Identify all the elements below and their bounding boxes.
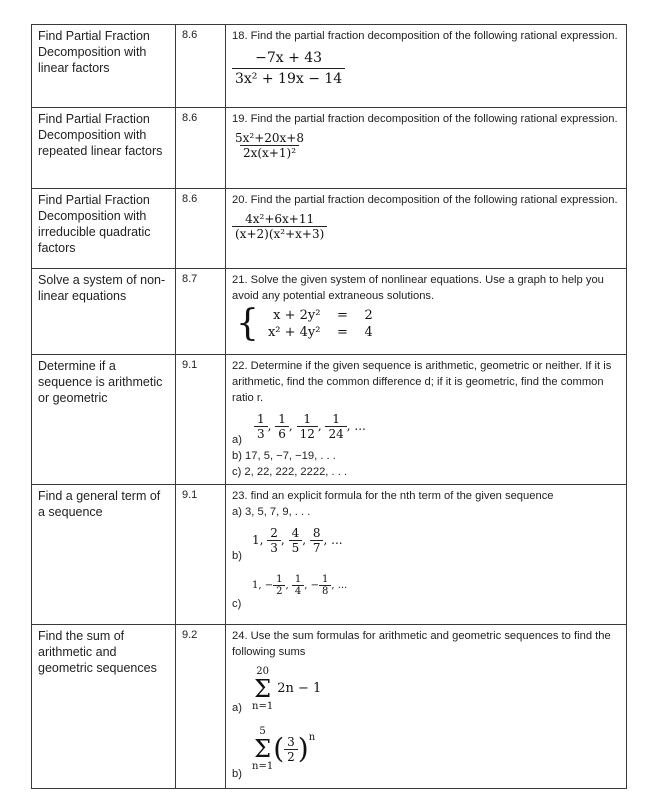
upper-limit: 5: [259, 726, 266, 737]
term-numerator: 8: [312, 526, 321, 540]
term-denominator: 7: [310, 540, 324, 555]
part-c-label: c): [232, 598, 242, 610]
left-paren: (: [273, 732, 285, 765]
part-a-label: a): [232, 434, 242, 446]
term-denominator: 8: [319, 585, 331, 597]
problem-text: 20. Find the partial fraction decomposition of the following rational expression.: [232, 194, 618, 206]
table-row: [32, 485, 627, 625]
problem-text: 24. Use the sum formulas for arithmetic and geometric sequences to find the following sums: [232, 630, 611, 658]
ellipsis: ...: [337, 580, 348, 591]
equation-1-lhs: x + 2y²: [273, 308, 321, 323]
equals-sign: =: [337, 325, 348, 340]
table-row: [32, 25, 627, 108]
term-numerator: 2: [270, 526, 278, 540]
sigma-icon: Σ: [254, 735, 272, 763]
sequence-a: $\frac{1}{3}$ , $\frac{1}{6}$ , $\frac{1}{12}$ , $\frac{1}{24}$ , ...: [254, 412, 366, 441]
problem-text: 23. find an explicit formula for the nth term of the given sequence: [232, 490, 554, 502]
equation-2-rhs: 4: [364, 325, 373, 340]
sequence-c: 1, − $\frac{1}{2}$ , $\frac{1}{4}$ , − $\frac{1}{8}$ , ...: [252, 574, 348, 597]
section-cell: 8.6: [176, 189, 226, 269]
problem-cell: [226, 25, 627, 108]
sigma-icon: Σ: [254, 675, 272, 703]
summand: 2n − 1: [277, 681, 322, 696]
table-row: [32, 625, 627, 789]
numerator: −7x + 43: [255, 50, 323, 66]
ratio-denominator: 2: [284, 749, 298, 764]
topic-cell: Find Partial Fraction Decomposition with irreducible quadratic factors: [32, 189, 176, 269]
term-numerator: 1: [332, 412, 340, 426]
term-numerator: 1: [278, 412, 286, 426]
equals-sign: =: [337, 308, 348, 323]
term-denominator: 6: [275, 426, 289, 441]
section-cell: 8.7: [176, 269, 226, 355]
section-cell: 8.6: [176, 25, 226, 108]
numerator: 5x²+20x+8: [235, 131, 304, 145]
ellipsis: ...: [354, 419, 366, 433]
rational-expression: [232, 48, 345, 89]
term-numerator: 1: [276, 574, 283, 585]
problem-text: 18. Find the partial fraction decomposition of the following rational expression.: [232, 30, 618, 42]
part-b-label: b): [232, 550, 242, 562]
part-a-label: a): [232, 702, 242, 714]
problem-cell: [226, 485, 627, 625]
term-denominator: 3: [267, 540, 281, 555]
table-row: [32, 108, 627, 189]
table-row: [32, 355, 627, 485]
problem-text: 19. Find the partial fraction decomposition of the following rational expression.: [232, 113, 618, 125]
numerator: 4x²+6x+11: [245, 212, 315, 226]
problem-cell: [226, 269, 627, 355]
denominator: 3x² + 19x − 14: [232, 68, 345, 89]
rational-expression: [232, 212, 327, 241]
term-denominator: 24: [325, 426, 346, 441]
sequence-b: 1, $\frac{2}{3}$ , $\frac{4}{5}$ , $\frac{8}{7}$ , ...: [252, 526, 343, 555]
first-term: 1,: [252, 533, 264, 547]
term-denominator: 2: [273, 585, 285, 597]
problem-text: 21. Solve the given system of nonlinear equations. Use a graph to help you avoid any potential extraneous solutions.: [232, 274, 604, 302]
upper-limit: 20: [256, 666, 269, 677]
problem-text: 22. Determine if the given sequence is arithmetic, geometric or neither. If it is arithmetic, find the common difference d; if it is geometric, find the common ratio r.: [232, 360, 612, 404]
rational-expression: [232, 131, 307, 160]
equation-system: [262, 307, 372, 341]
topic-cell: Find Partial Fraction Decomposition with repeated linear factors: [32, 108, 176, 189]
topic-cell: Find Partial Fraction Decomposition with linear factors: [32, 25, 176, 108]
term-numerator: 4: [291, 526, 300, 540]
topic-cell: Find the sum of arithmetic and geometric sequences: [32, 625, 176, 789]
problem-cell: [226, 355, 627, 485]
term-denominator: 3: [254, 426, 268, 441]
part-a: a) 3, 5, 7, 9, . . .: [232, 506, 311, 518]
summation: [252, 666, 273, 712]
term-numerator: 1: [303, 412, 312, 426]
term-numerator: 1: [257, 412, 265, 426]
problem-cell: [226, 108, 627, 189]
exponent: n: [308, 732, 316, 743]
left-brace: {: [236, 303, 259, 344]
term-numerator: 1: [294, 574, 302, 585]
summation: [252, 726, 273, 772]
section-cell: 9.1: [176, 355, 226, 485]
ratio-numerator: 3: [287, 734, 295, 749]
lower-limit: n=1: [252, 761, 274, 772]
part-b: b) 17, 5, −7, −19, . . .: [232, 450, 336, 462]
denominator: 2x(x+1)²: [240, 145, 299, 160]
section-cell: 8.6: [176, 108, 226, 189]
part-c: c) 2, 22, 222, 2222, . . .: [232, 466, 348, 478]
topic-cell: Find a general term of a sequence: [32, 485, 176, 625]
section-cell: 9.1: [176, 485, 226, 625]
section-cell: 9.2: [176, 625, 226, 789]
right-paren: ): [297, 732, 309, 765]
problem-cell: [226, 189, 627, 269]
part-b-label: b): [232, 768, 242, 780]
sum-b: [252, 726, 315, 772]
topic-cell: Solve a system of non-linear equations: [32, 269, 176, 355]
table-row: [32, 189, 627, 269]
equation-2-lhs: x² + 4y²: [267, 325, 321, 340]
ellipsis: ...: [331, 533, 343, 547]
term-denominator: 12: [297, 426, 318, 441]
topic-cell: Determine if a sequence is arithmetic or geometric: [32, 355, 176, 485]
study-guide-table: [31, 24, 627, 789]
problem-cell: [226, 625, 627, 789]
lower-limit: n=1: [252, 701, 274, 712]
term-denominator: 4: [292, 585, 304, 597]
table-row: [32, 269, 627, 355]
equation-1-rhs: 2: [364, 308, 373, 323]
term-denominator: 5: [289, 540, 303, 555]
denominator: (x+2)(x²+x+3): [232, 226, 327, 241]
sum-a: [252, 666, 321, 712]
term-numerator: 1: [321, 574, 329, 585]
first-term: 1,: [252, 580, 262, 591]
